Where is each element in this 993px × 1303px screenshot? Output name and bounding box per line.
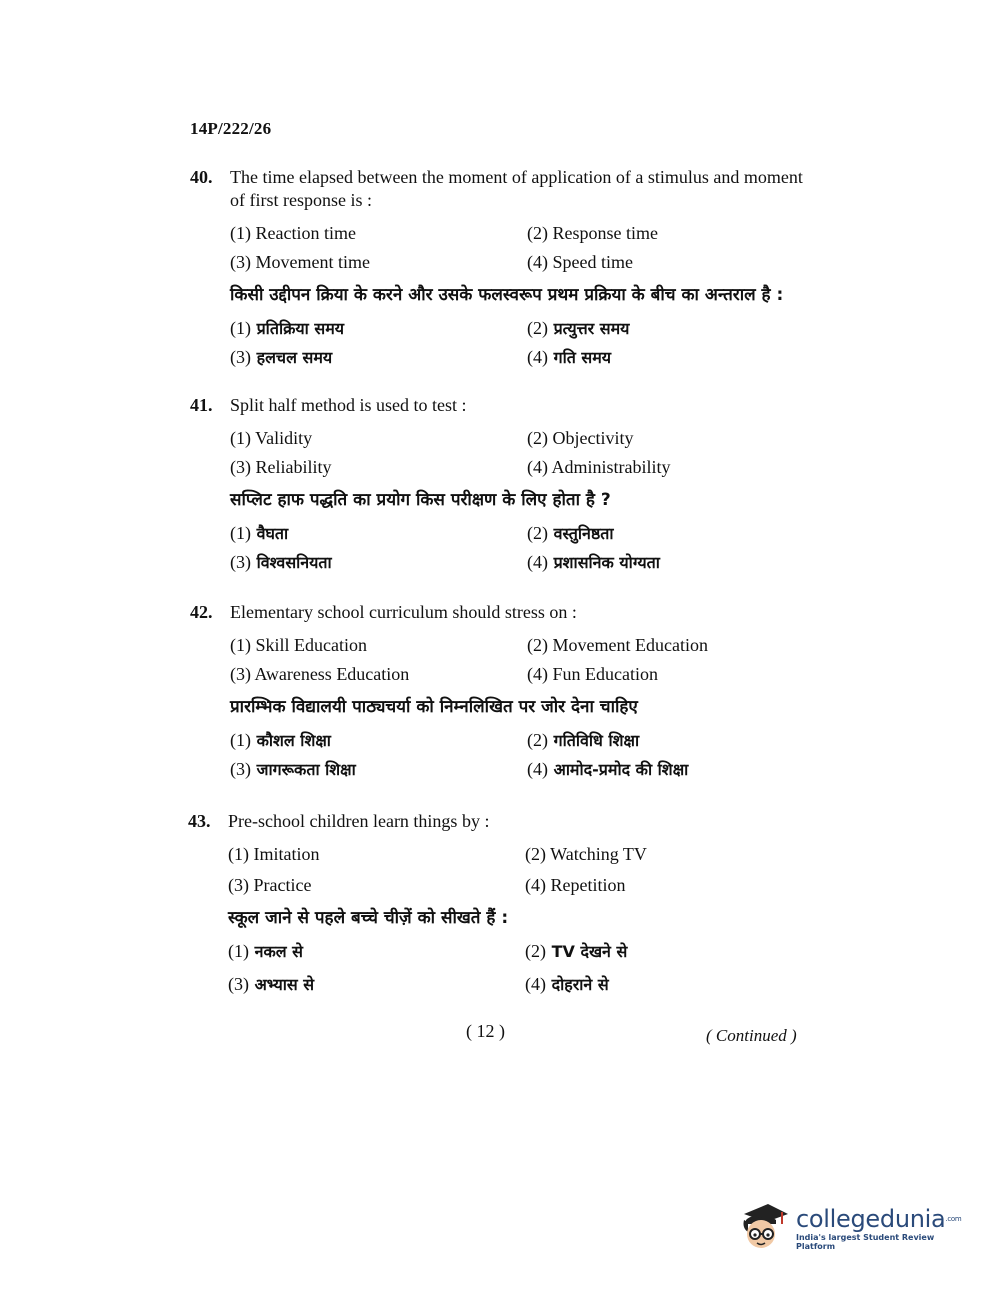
question-40 bbox=[190, 166, 810, 369]
logo-suffix: .com bbox=[945, 1215, 962, 1223]
option-4: (4) Repetition bbox=[525, 875, 626, 895]
option-hindi-4: (4) आमोद-प्रमोद की शिक्षा bbox=[527, 759, 689, 779]
question-41 bbox=[190, 394, 810, 574]
option-hindi-2: (2) वस्तुनिष्ठता bbox=[527, 523, 614, 543]
option-2: (2) Movement Education bbox=[527, 635, 708, 655]
option-hindi-4: (4) दोहराने से bbox=[525, 974, 609, 994]
option-1: (1) Reaction time bbox=[230, 223, 356, 243]
options-hindi bbox=[230, 729, 810, 781]
options-english bbox=[230, 427, 810, 479]
option-3: (3) Awareness Education bbox=[230, 664, 410, 684]
options-hindi bbox=[228, 940, 808, 996]
option-hindi-1: (1) वैघता bbox=[230, 523, 289, 543]
option-3: (3) Movement time bbox=[230, 252, 370, 272]
options-hindi bbox=[230, 317, 810, 369]
logo-wordmark: collegedunia bbox=[796, 1205, 946, 1233]
question-number: 43. bbox=[188, 811, 211, 831]
option-4: (4) Speed time bbox=[527, 252, 633, 272]
question-42 bbox=[190, 601, 810, 781]
option-1: (1) Imitation bbox=[228, 844, 320, 864]
question-text: Pre-school children learn things by : bbox=[228, 811, 490, 831]
option-2: (2) Objectivity bbox=[527, 428, 634, 448]
question-number: 42. bbox=[190, 602, 213, 622]
options-english bbox=[230, 222, 810, 274]
logo-tagline: India's largest Student Review Platform bbox=[796, 1233, 935, 1251]
option-hindi-1: (1) कौशल शिक्षा bbox=[230, 730, 331, 750]
question-text-hindi: प्रारम्भिक विद्यालयी पाठ्यचर्या को निम्नलिखित पर जोर देना चाहिए bbox=[230, 697, 638, 717]
option-hindi-3: (3) विश्वसनियता bbox=[230, 552, 332, 572]
option-hindi-1: (1) नकल से bbox=[228, 941, 303, 961]
options-english bbox=[228, 843, 808, 897]
option-hindi-4: (4) गति समय bbox=[527, 347, 612, 367]
question-text: Split half method is used to test : bbox=[230, 395, 467, 415]
page-number: ( 12 ) bbox=[466, 1021, 505, 1041]
option-4: (4) Administrability bbox=[527, 457, 671, 477]
option-hindi-3: (3) जागरूकता शिक्षा bbox=[230, 759, 356, 779]
continued-label: ( Continued ) bbox=[706, 1026, 797, 1045]
option-2: (2) Response time bbox=[527, 223, 658, 243]
option-hindi-2: (2) गतिविधि शिक्षा bbox=[527, 730, 640, 750]
question-text: Elementary school curriculum should stress on : bbox=[230, 602, 577, 622]
option-hindi-3: (3) अभ्यास से bbox=[228, 974, 315, 994]
option-2: (2) Watching TV bbox=[525, 844, 647, 864]
options-english bbox=[230, 634, 810, 686]
student-mascot-icon bbox=[738, 1200, 790, 1256]
question-text-hindi: किसी उद्दीपन क्रिया के करने और उसके फलस्वरूप प्रथम प्रक्रिया के बीच का अन्तराल है : bbox=[230, 285, 784, 305]
question-text: The time elapsed between the moment of application of a stimulus and moment of first response is : bbox=[230, 167, 803, 210]
question-43 bbox=[188, 810, 808, 996]
option-hindi-3: (3) हलचल समय bbox=[230, 347, 333, 367]
question-number: 41. bbox=[190, 395, 213, 415]
option-3: (3) Practice bbox=[228, 875, 312, 895]
option-hindi-2: (2) TV देखने से bbox=[525, 941, 628, 961]
question-text-hindi: सप्लिट हाफ पद्धति का प्रयोग किस परीक्षण के लिए होता है ? bbox=[230, 490, 611, 510]
option-hindi-2: (2) प्रत्युत्तर समय bbox=[527, 318, 630, 338]
option-3: (3) Reliability bbox=[230, 457, 332, 477]
collegedunia-logo bbox=[738, 1198, 963, 1258]
question-text-hindi: स्कूल जाने से पहले बच्चे चीज़ें को सीखते हैं : bbox=[228, 908, 509, 928]
option-1: (1) Skill Education bbox=[230, 635, 367, 655]
options-hindi bbox=[230, 522, 810, 574]
option-4: (4) Fun Education bbox=[527, 664, 658, 684]
question-number: 40. bbox=[190, 167, 213, 187]
option-hindi-4: (4) प्रशासनिक योग्यता bbox=[527, 552, 660, 572]
paper-code: 14P/222/26 bbox=[190, 119, 272, 138]
option-hindi-1: (1) प्रतिक्रिया समय bbox=[230, 318, 345, 338]
option-1: (1) Validity bbox=[230, 428, 313, 448]
